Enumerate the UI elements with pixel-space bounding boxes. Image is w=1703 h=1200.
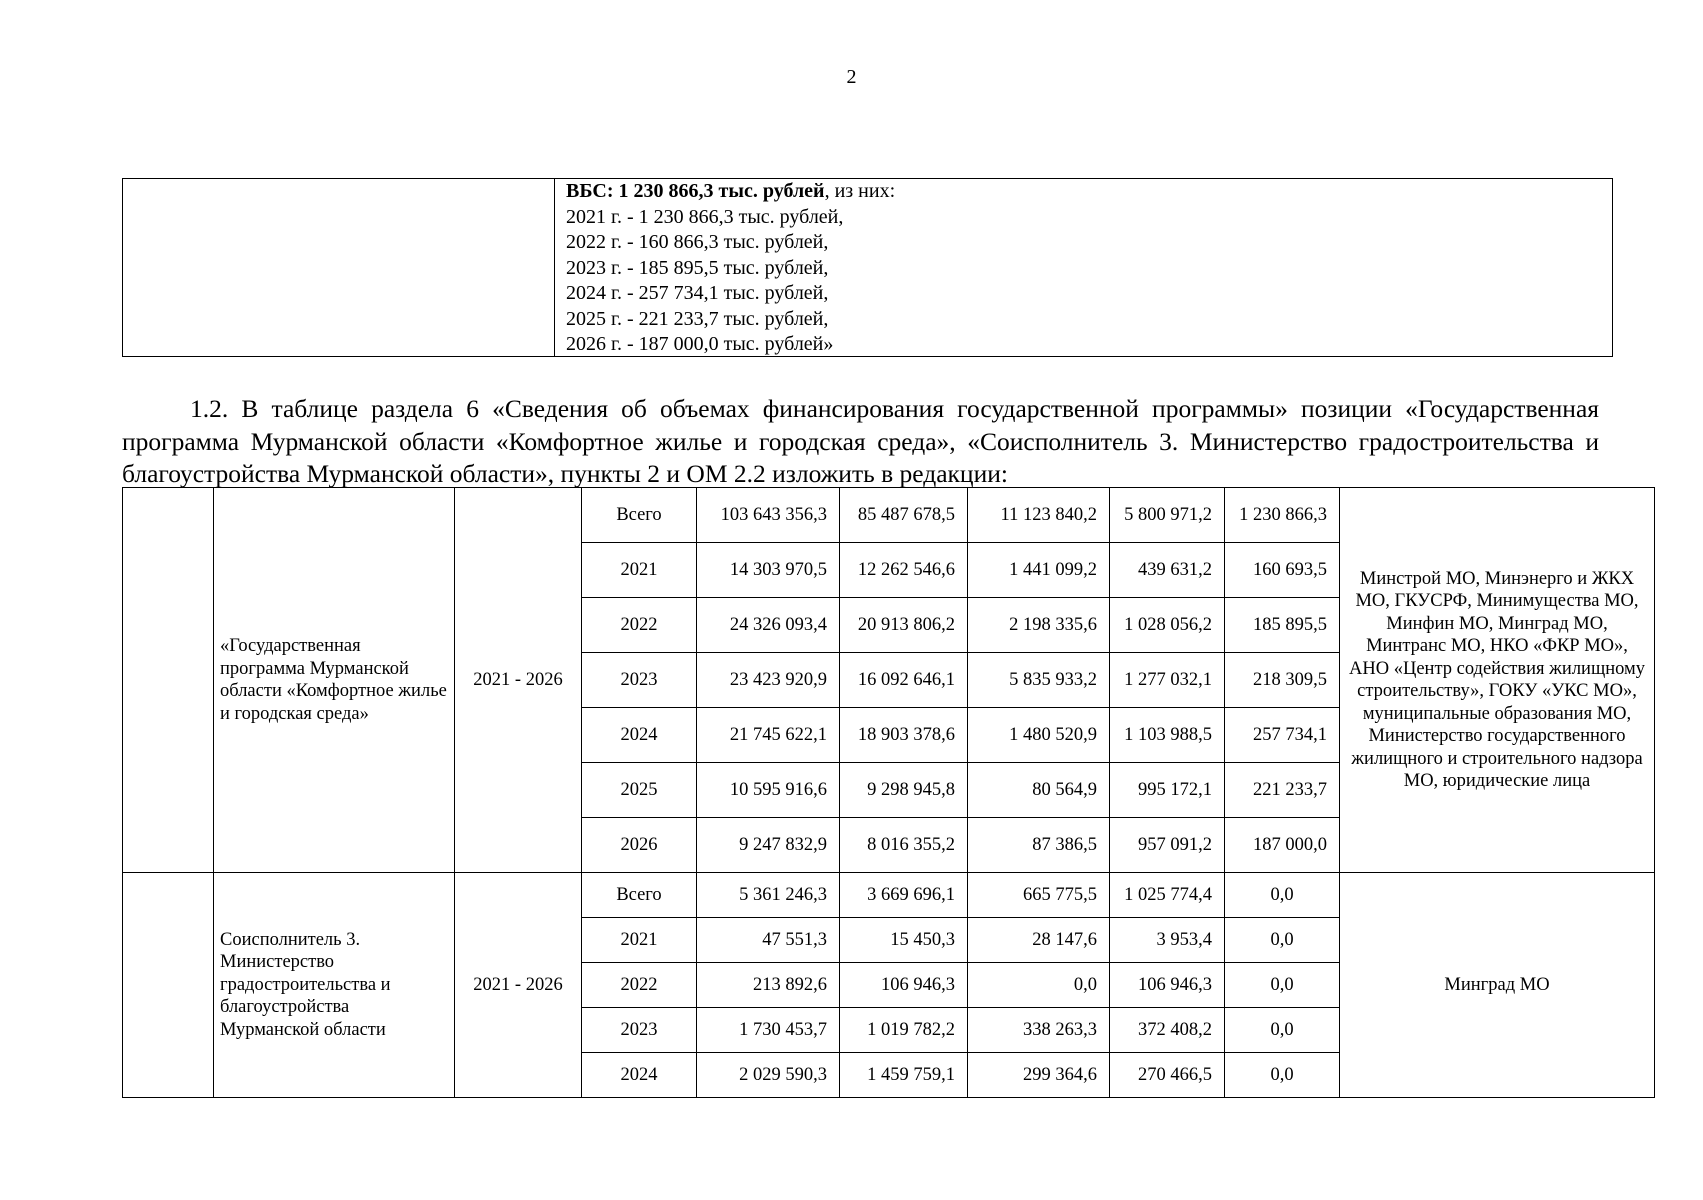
year-cell: 2024 [582,708,697,763]
value-cell: 665 775,5 [968,873,1110,918]
value-cell: 221 233,7 [1225,763,1340,818]
year-cell: 2023 [582,653,697,708]
vbs-year-line: 2024 г. - 257 734,1 тыс. рублей, [566,282,829,304]
value-cell: 1 230 866,3 [1225,488,1340,543]
value-cell: 372 408,2 [1110,1008,1225,1053]
value-cell: 439 631,2 [1110,543,1225,598]
value-cell: 106 946,3 [840,963,968,1008]
total-cell: 213 892,6 [697,963,840,1008]
value-cell: 12 262 546,6 [840,543,968,598]
value-cell: 1 480 520,9 [968,708,1110,763]
value-cell: 299 364,6 [968,1053,1110,1098]
value-cell: 1 025 774,4 [1110,873,1225,918]
vbs-year-line: 2022 г. - 160 866,3 тыс. рублей, [566,231,829,253]
total-cell: 23 423 920,9 [697,653,840,708]
year-cell: 2026 [582,818,697,873]
value-cell: 16 092 646,1 [840,653,968,708]
value-cell: 15 450,3 [840,918,968,963]
total-cell: 21 745 622,1 [697,708,840,763]
total-cell: 2 029 590,3 [697,1053,840,1098]
executors-cell: Минград МО [1340,873,1655,1098]
funding-summary-label-cell [123,179,555,356]
value-cell: 20 913 806,2 [840,598,968,653]
total-cell: 103 643 356,3 [697,488,840,543]
value-cell: 87 386,5 [968,818,1110,873]
row-number-cell [123,488,214,873]
total-cell: 24 326 093,4 [697,598,840,653]
value-cell: 160 693,5 [1225,543,1340,598]
period-cell: 2021 - 2026 [455,488,582,873]
vbs-heading [566,179,895,205]
amendment-paragraph [122,393,1599,491]
value-cell: 3 669 696,1 [840,873,968,918]
total-cell: 9 247 832,9 [697,818,840,873]
table-row [123,873,1655,918]
vbs-year-line: 2025 г. - 221 233,7 тыс. рублей, [566,307,829,330]
value-cell: 3 953,4 [1110,918,1225,963]
funding-summary-table [122,178,1613,357]
program-name-cell: «Государственная программа Мурманской области «Комфортное жилье и городская среда» [214,488,455,873]
vbs-year-line: 2021 г. - 1 230 866,3 тыс. рублей, [566,205,844,228]
value-cell: 1 028 056,2 [1110,598,1225,653]
year-cell: 2021 [582,918,697,963]
amendment-text: 1.2. В таблице раздела 6 «Сведения об объемах финансирования государственной программы» позиции «Государственная программа Мурманской области «Комфортное жилье и городская среда», «Соисполнитель 3. Министерство градостроительства и благоустройства Мурманской области», пункты 2 и ОМ 2.2 изложить в редакции: [122,394,1599,488]
value-cell: 2 198 335,6 [968,598,1110,653]
vbs-year-line: 2023 г. - 185 895,5 тыс. рублей, [566,256,829,279]
value-cell: 187 000,0 [1225,818,1340,873]
value-cell: 995 172,1 [1110,763,1225,818]
value-cell: 28 147,6 [968,918,1110,963]
value-cell: 9 298 945,8 [840,763,968,818]
value-cell: 18 903 378,6 [840,708,968,763]
value-cell: 957 091,2 [1110,818,1225,873]
coexecutor-name-cell: Соисполнитель 3. Министерство градостроительства и благоустройства Мурманской области [214,873,455,1098]
year-cell: 2021 [582,543,697,598]
value-cell: 1 441 099,2 [968,543,1110,598]
value-cell: 1 103 988,5 [1110,708,1225,763]
value-cell: 0,0 [1225,1008,1340,1053]
value-cell: 338 263,3 [968,1008,1110,1053]
value-cell: 80 564,9 [968,763,1110,818]
value-cell: 0,0 [1225,1053,1340,1098]
total-cell: 47 551,3 [697,918,840,963]
value-cell: 85 487 678,5 [840,488,968,543]
value-cell: 5 835 933,2 [968,653,1110,708]
value-cell: 1 019 782,2 [840,1008,968,1053]
total-cell: 1 730 453,7 [697,1008,840,1053]
year-cell: 2023 [582,1008,697,1053]
value-cell: 1 277 032,1 [1110,653,1225,708]
value-cell: 5 800 971,2 [1110,488,1225,543]
year-cell: Всего [582,873,697,918]
value-cell: 0,0 [1225,873,1340,918]
value-cell: 257 734,1 [1225,708,1340,763]
funding-table [122,487,1655,1098]
total-cell: 10 595 916,6 [697,763,840,818]
year-cell: Всего [582,488,697,543]
year-cell: 2025 [582,763,697,818]
period-cell: 2021 - 2026 [455,873,582,1098]
value-cell: 185 895,5 [1225,598,1340,653]
value-cell: 106 946,3 [1110,963,1225,1008]
value-cell: 218 309,5 [1225,653,1340,708]
row-number-cell [123,873,214,1098]
total-cell: 5 361 246,3 [697,873,840,918]
value-cell: 0,0 [1225,918,1340,963]
executors-cell: Минстрой МО, Минэнерго и ЖКХ МО, ГКУСРФ, Минимущества МО, Минфин МО, Минград МО, Минтранс МО, НКО «ФКР МО», АНО «Центр содействия жилищному строительству», ГОКУ «УКС МО», муниципальные образования МО, Министерство государственного жилищного и строительного надзора МО, юридические лица [1340,488,1655,873]
table-row [123,488,1655,543]
vbs-total: ВБС: 1 230 866,3 тыс. рублей [566,180,825,202]
vbs-year-line: 2026 г. - 187 000,0 тыс. рублей» [566,333,834,355]
page-number: 2 [846,66,857,88]
funding-summary-content-cell [555,179,895,356]
value-cell: 270 466,5 [1110,1053,1225,1098]
value-cell: 8 016 355,2 [840,818,968,873]
value-cell: 1 459 759,1 [840,1053,968,1098]
total-cell: 14 303 970,5 [697,543,840,598]
value-cell: 0,0 [1225,963,1340,1008]
year-cell: 2022 [582,963,697,1008]
year-cell: 2024 [582,1053,697,1098]
value-cell: 0,0 [968,963,1110,1008]
year-cell: 2022 [582,598,697,653]
vbs-heading-rest: , из них: [824,180,896,202]
value-cell: 11 123 840,2 [968,488,1110,543]
